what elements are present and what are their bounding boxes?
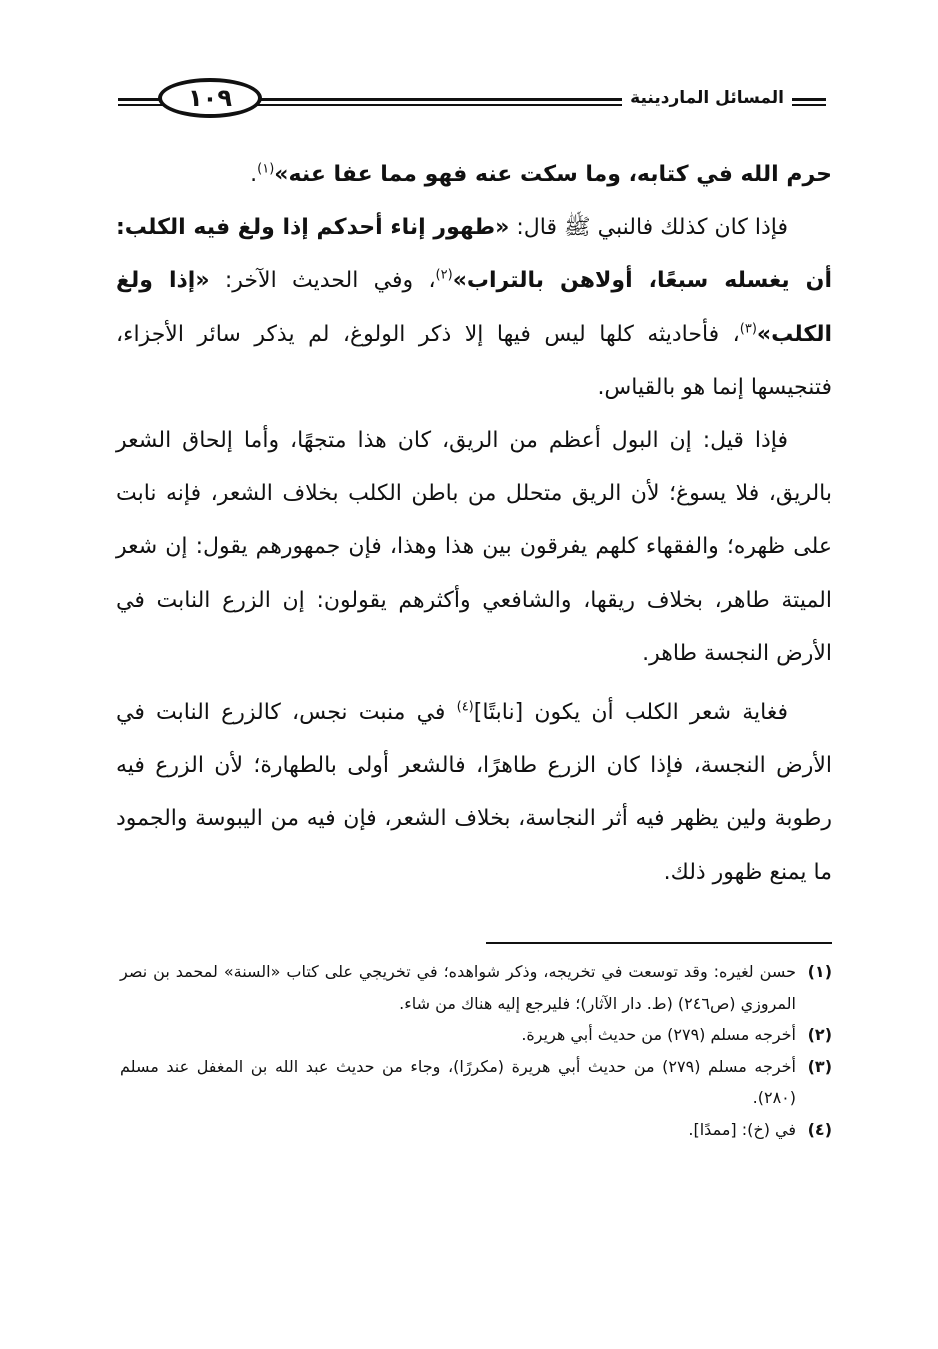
footnote-2 xyxy=(120,1019,832,1051)
page-header xyxy=(118,78,826,122)
footnote-number: (٤) xyxy=(807,1119,832,1139)
paragraph-1-end: . xyxy=(250,162,258,187)
footnote-text: أخرجه مسلم (٢٧٩) من حديث أبي هريرة (مكررًا)، وجاء من حديث عبد الله بن المغفل عند مسلم (٢٨٠). xyxy=(120,1056,796,1107)
footnote-4 xyxy=(120,1114,832,1146)
footnote-ref-4: (٤) xyxy=(456,699,474,715)
paragraph-2 xyxy=(116,201,832,414)
paragraph-4-start: فغاية شعر الكلب أن يكون [نابتًا] xyxy=(473,700,788,726)
footnotes xyxy=(120,956,832,1145)
paragraph-4 xyxy=(116,686,832,899)
footnote-separator xyxy=(486,942,832,944)
page-number: ١٠٩ xyxy=(158,78,262,118)
hadith-quote-1: «طهور إناء أحدكم إذا ولغ فيه الكلب: أن يغسله سبعًا، أولاهن بالتراب» xyxy=(116,215,832,294)
footnote-number: (١) xyxy=(807,962,832,981)
footnote-text: في (خ): [ممدًا]. xyxy=(688,1119,796,1139)
footnote-text: حسن لغيره: وقد توسعت في تخريجه، وذكر شواهده؛ في تخريجي على كتاب «السنة» لمحمد بن نصر المروزي (ص٢٤٦) (ط. دار الآثار)؛ فليرجع إليه هناك من شاء. xyxy=(120,962,796,1013)
paragraph-4-rest: في منبت نجس، كالزرع النابت في الأرض النجسة، فإذا كان الزرع طاهرًا، فالشعر أولى بالطهارة؛ لأن الزرع فيه رطوبة ولين يظهر فيه أثر النجاسة، بخلاف الشعر، فإن فيه من اليبوسة والجمود ما يمنع ظهور ذلك. xyxy=(116,700,832,885)
hadith-quote-end: حرم الله في كتابه، وما سكت عنه فهو مما عفا عنه» xyxy=(274,162,832,187)
paragraph-2-middle: ، وفي الحديث الآخر: xyxy=(209,268,436,294)
footnote-number: (٢) xyxy=(807,1025,832,1044)
running-title: المسائل الماردينية xyxy=(622,85,792,111)
footnote-ref-3: (٣) xyxy=(739,321,757,337)
hadith-quote-2: «إذا ولغ الكلب» xyxy=(116,268,832,347)
footnote-ref-2: (٢) xyxy=(435,268,453,284)
paragraph-2-intro: فإذا كان كذلك فالنبي ﷺ قال: xyxy=(509,215,789,241)
footnote-text: أخرجه مسلم (٢٧٩) من حديث أبي هريرة. xyxy=(521,1025,796,1044)
main-text xyxy=(116,148,832,899)
footnote-3 xyxy=(120,1051,832,1114)
footnote-1 xyxy=(120,956,832,1019)
footnote-number: (٣) xyxy=(807,1056,832,1076)
footnote-ref-1: (١) xyxy=(257,161,275,177)
paragraph-1 xyxy=(116,148,832,201)
paragraph-3: فإذا قيل: إن البول أعظم من الريق، كان هذا متجهًا، وأما إلحاق الشعر بالريق، فلا يسوغ؛ لأن الريق متحلل من باطن الكلب بخلاف الشعر، فإنه نابت على ظهره؛ والفقهاء كلهم يفرقون بين هذا وهذا، فإن جمهورهم يقول: إن شعر الميتة طاهر، بخلاف ريقها، والشافعي وأكثرهم يقولون: إن الزرع النابت في الأرض النجسة طاهر. xyxy=(116,428,832,666)
paragraph-2-end: ، فأحاديثه كلها ليس فيها إلا ذكر الولوغ، لم يذكر سائر الأجزاء، فتنجيسها إنما هو بالقياس. xyxy=(116,321,832,400)
